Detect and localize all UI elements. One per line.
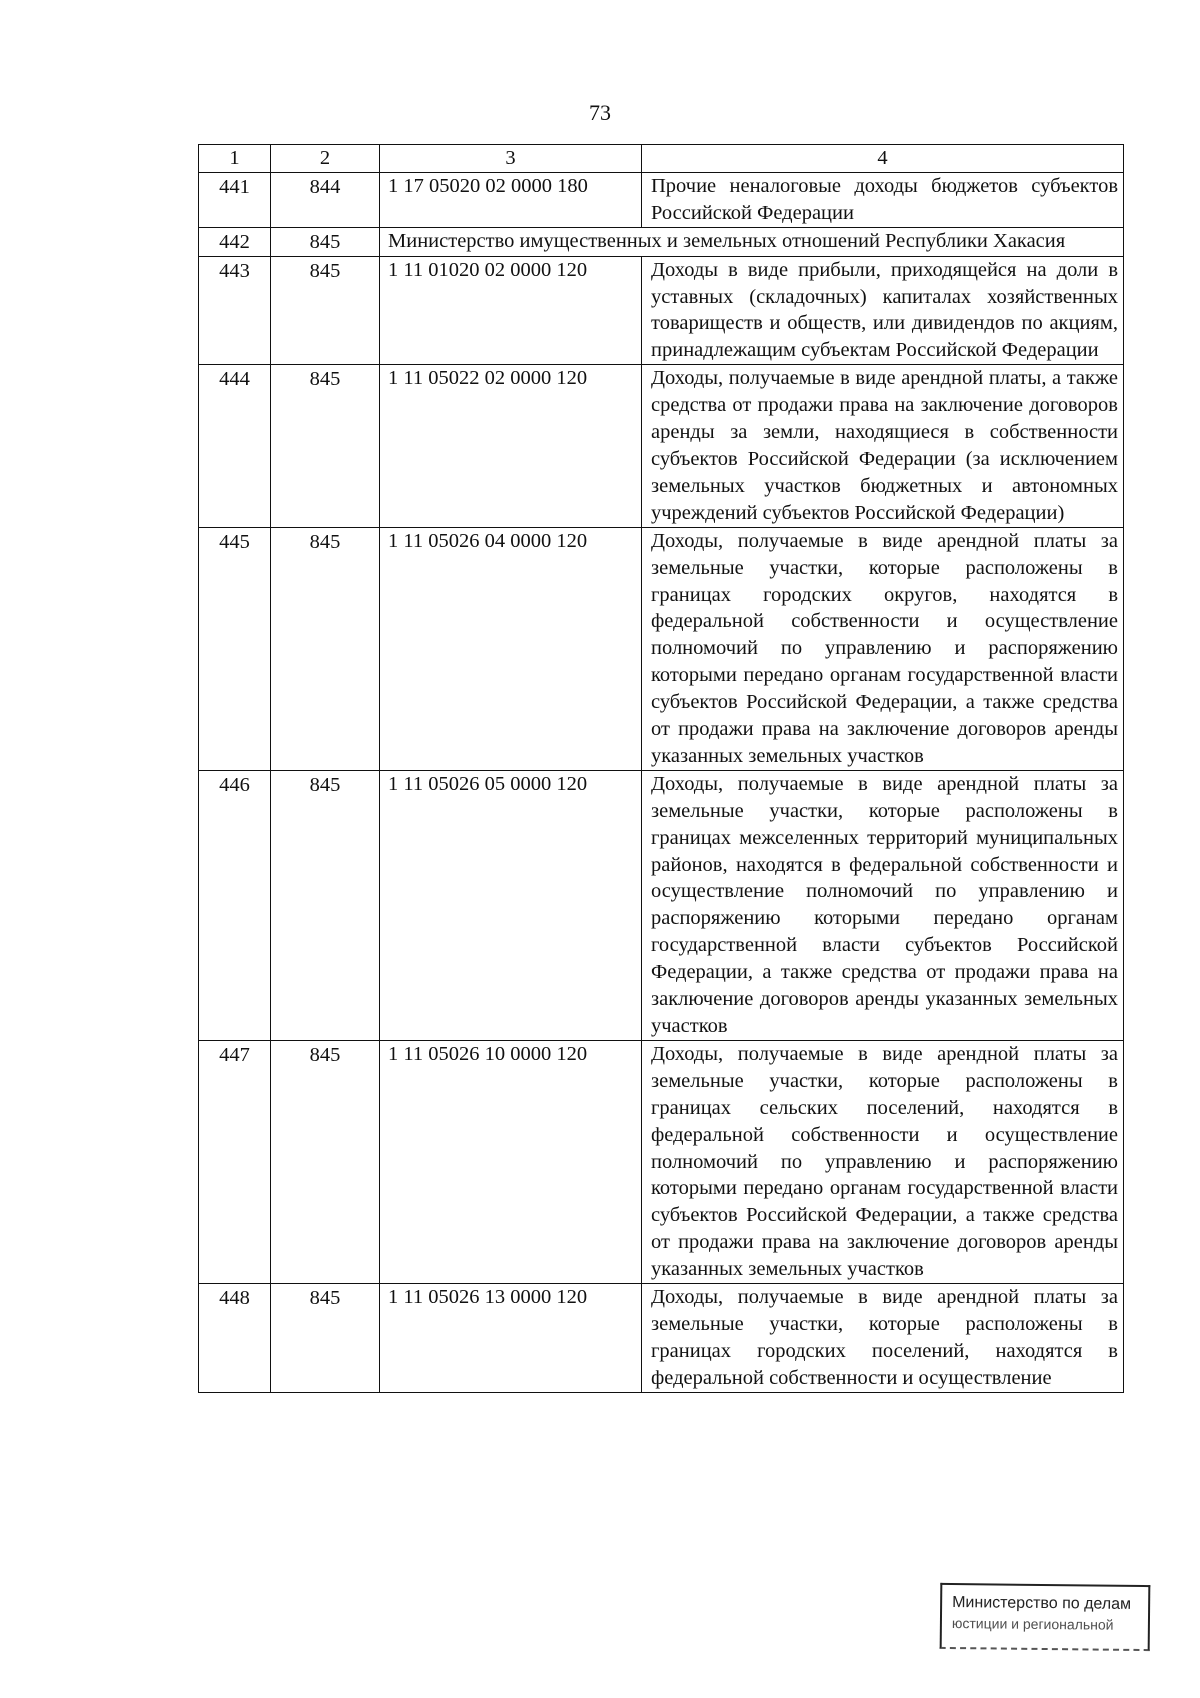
- revenue-code-cell: 1 11 05026 10 0000 120: [380, 1040, 642, 1283]
- revenue-description-cell: Доходы, получаемые в виде арендной платы за земельные участки, которые расположены в границах сельских поселений, находятся в федеральной собственности и осуществление полномочий по управлению и распоряжению которыми передано органам государственной власти субъектов Российской Федерации, а также средства от продажи права на заключение договоров аренды указанных земельных участков: [642, 1040, 1124, 1283]
- table-row: [199, 172, 1124, 227]
- revenue-description-cell: Доходы в виде прибыли, приходящейся на доли в уставных (складочных) капиталах хозяйственных товариществ и обществ, или дивидендов по акциям, принадлежащим субъектам Российской Федерации: [642, 256, 1124, 365]
- stamp-line-1: Министерство по делам: [952, 1594, 1132, 1613]
- header-cell-1: 1: [199, 145, 271, 173]
- administrator-code-cell: 845: [271, 527, 380, 770]
- row-number-cell: 443: [199, 256, 271, 365]
- revenue-description-cell: Доходы, получаемые в виде арендной платы за земельные участки, которые расположены в границах городских поселений, находятся в федеральной собственности и осуществление: [642, 1284, 1124, 1393]
- stamp-line-2: юстиции и региональной: [951, 1615, 1114, 1633]
- table-row: [199, 365, 1124, 527]
- page-number: 73: [589, 100, 611, 125]
- revenue-description-cell: Доходы, получаемые в виде арендной платы за земельные участки, которые расположены в границах городских округов, находятся в федеральной собственности и осуществление полномочий по управлению и распоряжению которыми передано органам государственной власти субъектов Российской Федерации, а также средства от продажи права на заключение договоров аренды указанных земельных участков: [642, 527, 1124, 770]
- administrator-code-cell: 845: [271, 1284, 380, 1393]
- table-row: [199, 256, 1124, 365]
- administrator-code-cell: 845: [271, 256, 380, 365]
- revenue-code-cell: 1 11 05026 05 0000 120: [380, 770, 642, 1040]
- revenue-code-cell: 1 11 05022 02 0000 120: [380, 365, 642, 527]
- revenue-description-cell: Прочие неналоговые доходы бюджетов субъектов Российской Федерации: [642, 172, 1124, 227]
- revenue-description-cell: Доходы, получаемые в виде арендной платы, а также средства от продажи права на заключение договоров аренды за земли, находящиеся в собственности субъектов Российской Федерации (за исключением земельных участков бюджетных и автономных учреждений субъектов Российской Федерации): [642, 365, 1124, 527]
- row-number-cell: 442: [199, 227, 271, 256]
- header-cell-4: 4: [642, 145, 1124, 173]
- row-number-cell: 447: [199, 1040, 271, 1283]
- row-number-cell: 445: [199, 527, 271, 770]
- revenue-description-cell: Доходы, получаемые в виде арендной платы за земельные участки, которые расположены в границах межселенных территорий муниципальных районов, находятся в федеральной собственности и осуществление полномочий по управлению и распоряжению которыми передано органам государственной власти субъектов Российской Федерации, а также средства от продажи права на заключение договоров аренды указанных земельных участков: [642, 770, 1124, 1040]
- administrator-code-cell: 844: [271, 172, 380, 227]
- table-row: [199, 527, 1124, 770]
- revenue-code-cell: 1 11 01020 02 0000 120: [380, 256, 642, 365]
- registration-stamp: [940, 1583, 1151, 1651]
- header-cell-3: 3: [380, 145, 642, 173]
- row-number-cell: 446: [199, 770, 271, 1040]
- administrator-name-cell: Министерство имущественных и земельных отношений Республики Хакасия: [380, 227, 1124, 256]
- table-row: [199, 1284, 1124, 1393]
- row-number-cell: 441: [199, 172, 271, 227]
- row-number-cell: 444: [199, 365, 271, 527]
- revenue-code-cell: 1 11 05026 13 0000 120: [380, 1284, 642, 1393]
- row-number-cell: 448: [199, 1284, 271, 1393]
- revenue-codes-table: [198, 144, 1124, 1393]
- header-cell-2: 2: [271, 145, 380, 173]
- administrator-code-cell: 845: [271, 770, 380, 1040]
- table-row: [199, 1040, 1124, 1283]
- table-header-row: [199, 145, 1124, 173]
- administrator-code-cell: 845: [271, 365, 380, 527]
- revenue-code-cell: 1 11 05026 04 0000 120: [380, 527, 642, 770]
- administrator-code-cell: 845: [271, 227, 380, 256]
- administrator-code-cell: 845: [271, 1040, 380, 1283]
- revenue-code-cell: 1 17 05020 02 0000 180: [380, 172, 642, 227]
- table-row: [199, 227, 1124, 256]
- table-row: [199, 770, 1124, 1040]
